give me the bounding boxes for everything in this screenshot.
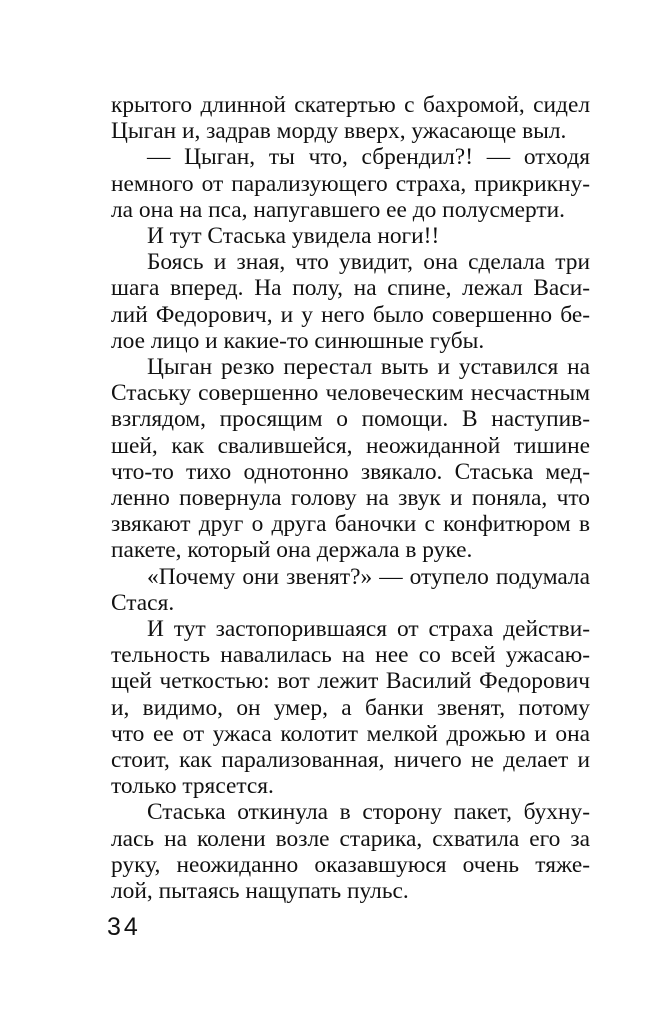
text-line: только трясется. (111, 773, 274, 800)
text-line: Цыган и, задрав морду вверх, ужасающе выл. (111, 118, 567, 145)
text-line: «Почему они звенят?» — отупело подумала (147, 563, 590, 590)
text-line: лась на колени возле старика, схватила его за (111, 825, 590, 852)
paragraph (111, 354, 590, 564)
text-line: — Цыган, ты что, сбрендил?! — отходя (147, 144, 590, 171)
text-line: Стаську совершенно человеческим несчастным (111, 380, 590, 407)
text-line: И тут застопорившаяся от страха действи- (147, 616, 590, 643)
text-line: крытого длинной скатертью с бахромой, сидел (111, 92, 590, 118)
text-line: тельность навалилась на нее со всей ужасаю- (111, 642, 590, 669)
text-line: ла она на пса, напугавшего ее до полусмерти. (111, 196, 565, 223)
paragraph (111, 616, 590, 799)
page-number: 34 (107, 913, 141, 941)
text-line: лий Федорович, и у него было совершенно бе- (111, 301, 590, 328)
text-line: пакете, который она держала в руке. (111, 537, 473, 564)
text-line: лое лицо и какие-то синюшные губы. (111, 327, 485, 354)
text-line: взглядом, просящим о помощи. В наступив- (111, 406, 590, 433)
paragraph (111, 92, 590, 144)
text-line: Боясь и зная, что увидит, она сделала три (147, 249, 590, 276)
text-line: И тут Стаська увидела ноги!! (147, 223, 440, 250)
paragraph (111, 144, 590, 223)
body-text (111, 92, 590, 904)
text-line: ленно повернула голову на звук и поняла, что (111, 485, 590, 512)
text-line: шей, как свалившейся, неожиданной тишине (111, 432, 590, 459)
text-line: что-то тихо однотонно звякало. Стаська мед- (111, 458, 590, 485)
text-line: лой, пытаясь нащупать пульс. (111, 878, 409, 905)
text-line: шага вперед. На полу, на спине, лежал Васи- (111, 275, 590, 302)
text-line: руку, неожиданно оказавшуюся очень тяже- (111, 851, 590, 878)
text-line: стоит, как парализованная, ничего не делает и (111, 747, 590, 774)
text-line: Цыган резко перестал выть и уставился на (147, 354, 590, 381)
text-line: Стаська откинула в сторону пакет, бухну- (147, 799, 590, 826)
text-line: и, видимо, он умер, а банки звенят, потому (111, 694, 590, 721)
paragraph (111, 799, 590, 904)
text-line: что ее от ужаса колотит мелкой дрожью и она (111, 720, 590, 747)
paragraph (111, 223, 590, 249)
text-line: звякают друг о друга баночки с конфитюром в (111, 511, 590, 538)
text-line: Стася. (111, 589, 175, 616)
paragraph (111, 249, 590, 354)
text-line: щей четкостью: вот лежит Василий Федорович (111, 668, 590, 695)
paragraph (111, 564, 590, 616)
text-line: немного от парализующего страха, прикрикну- (111, 170, 590, 197)
